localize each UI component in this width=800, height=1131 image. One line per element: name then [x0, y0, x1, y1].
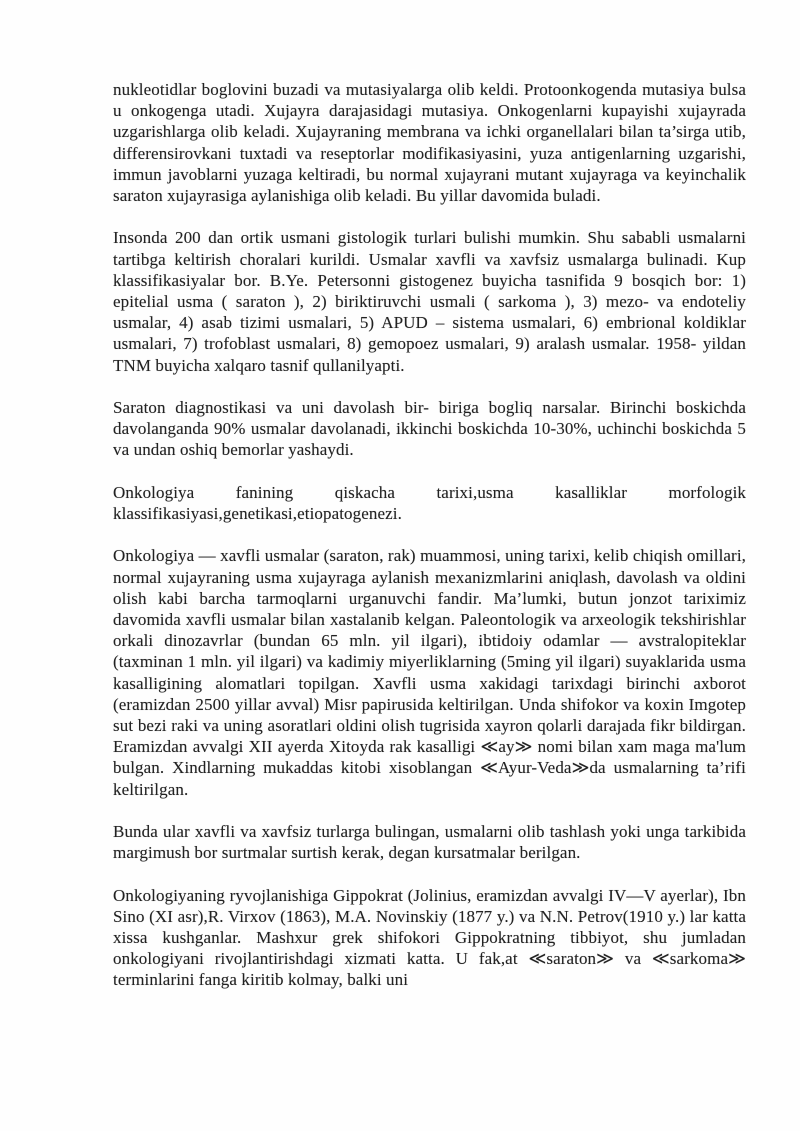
paragraph-2: Insonda 200 dan ortik usmani gistologik turlari bulishi mumkin. Shu sababli usmalarni tartibga keltirish choralari kurildi. Usmalar xavfli va xavfsiz usmalarga bulinadi. Kup klassifikasiyalar bor. B.Ye. Petersonni gistogenez buyicha tasnifida 9 bosqich bor: 1) epitelial usma ( saraton ), 2) biriktiruvchi usmali ( sarkoma ), 3) mezo- va endoteliy usmalar, 4) asab tizimi usmalari, 5) APUD – sistema usmalari, 6) embrional koldiklar usmalari, 7) trofoblast usmalari, 8) gemopoez usmalari, 9) aralash usmalar. 1958- yildan TNM buyicha xalqaro tasnif qullanilyapti.	[113, 228, 746, 375]
paragraph-7: Onkologiyaning ryvojlanishiga Gippokrat (Jolinius, eramizdan avvalgi IV—V ayerlar), Ibn Sino (XI asr),R. Virxov (1863), M.A. Novinskiy (1877 y.) va N.N. Petrov(1910 y.) lar katta xissa kushganlar. Mashxur grek shifokori Gippokratning tibbiyot, shu jumladan onkologiyani rivojlantirishdagi xizmati katta. U fak,at ≪saraton≫ va ≪sarkoma≫ terminlarini fanga kiritib kolmay, balki uni	[113, 885, 746, 990]
paragraph-5: Onkologiya — xavfli usmalar (saraton, rak) muammosi, uning tarixi, kelib chiqish omillari, normal xujayraning usma xujayraga aylanish mexanizmlarini aniqlash, davolash va oldini olish kabi barcha tarmoqlarni urganuvchi fandir. Ma’lumki, butun jonzot tariximiz davomida xavfli usmalar bilan xastalanib kelgan. Paleontologik va arxeologik tekshirishlar orkali dinozavrlar (bundan 65 mln. yil ilgari), ibtidoiy odamlar — avstralopiteklar (taxminan 1 mln. yil ilgari) va kadimiy miyerliklarning (5ming yil ilgari) suyaklarida usma kasalligining alomatlari topilgan. Xavfli usma xakidagi tarixdagi birinchi axborot (eramizdan 2500 yillar avval) Misr papirusida keltirilgan. Unda shifokor va koxin Imgotep sut bezi raki va uning asoratlari oldini olish tugrisida xayron qolarli darajada fikr bildirgan. Eramizdan avvalgi XII ayerda Xitoyda rak kasalligi ≪ay≫ nomi bilan xam maga ma'lum bulgan. Xindlarning mukaddas kitobi xisoblangan ≪Ayur-Veda≫da usmalarning ta’rifi keltirilgan.	[113, 546, 746, 799]
text-column	[113, 79, 746, 991]
paragraph-1: nukleotidlar boglovini buzadi va mutasiyalarga olib keldi. Protoonkogenda mutasiya bulsa u onkogenga utadi. Xujayra darajasidagi mutasiya. Onkogenlarni kupayishi xujayrada uzgarishlarga olib keladi. Xujayraning membrana va ichki organellalari bilan ta’sirga utib, differensirovkani tuxtadi va reseptorlar modifikasiyasini, yuza antigenlarning uzgarishi, immun javoblarni yuzaga keltiradi, bu normal xujayrani mutant xujayraga va keyinchalik saraton xujayrasiga aylanishiga olib keladi. Bu yillar davomida buladi.	[113, 80, 746, 206]
paragraph-3: Saraton diagnostikasi va uni davolash bir- biriga bogliq narsalar. Birinchi boskichda davolanganda 90% usmalar davolanadi, ikkinchi boskichda 10-30%, uchinchi boskichda 5 va undan oshiq bemorlar yashaydi.	[113, 398, 746, 460]
paragraph-6: Bunda ular xavfli va xavfsiz turlarga bulingan, usmalarni olib tashlash yoki unga tarkibida margimush bor surtmalar surtish kerak, degan kursatmalar berilgan.	[113, 822, 746, 863]
paragraph-4: Onkologiya fanining qiskacha tarixi,usma kasalliklar morfologik klassifikasiyasi,genetikasi,etiopatogenezi.	[113, 482, 746, 524]
